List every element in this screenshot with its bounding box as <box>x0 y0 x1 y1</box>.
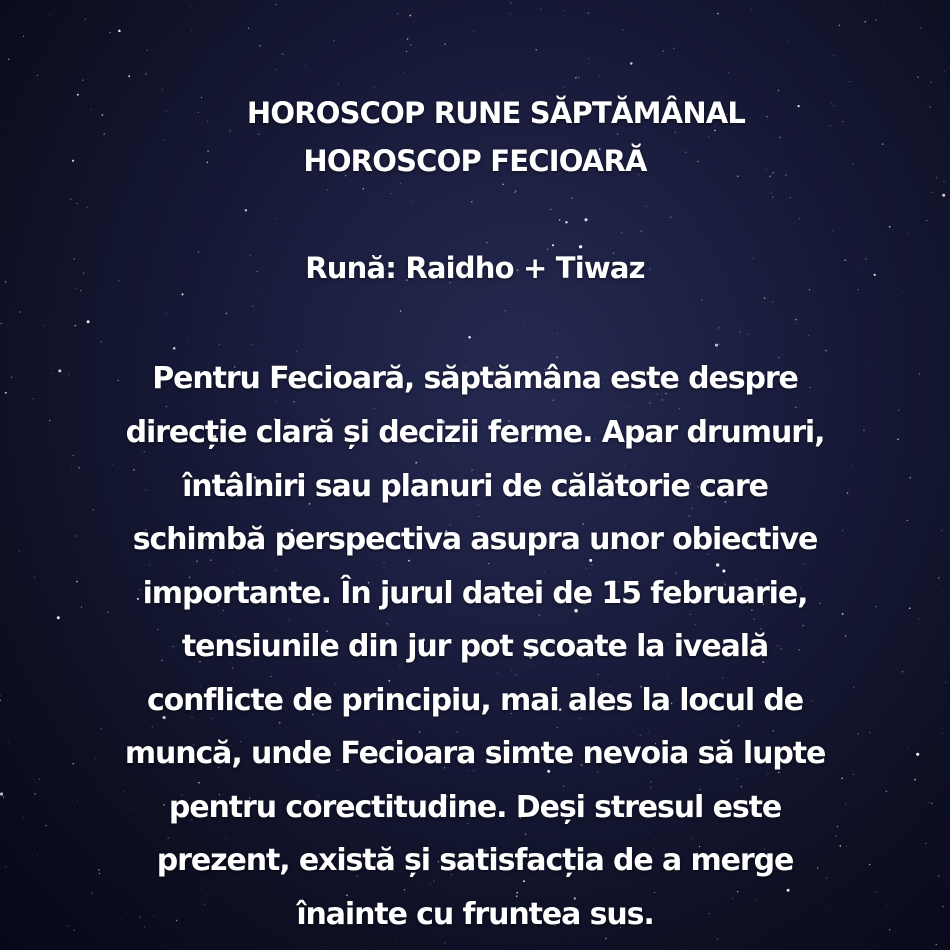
title-line-2: HOROSCOP FECIOARĂ <box>303 144 647 178</box>
body-line: prezent, există și satisfacția de a merge <box>156 843 794 878</box>
rune-line: Rună: Raidho + Tiwaz <box>305 251 645 285</box>
body-line: înainte cu fruntea sus. <box>296 897 654 932</box>
body-line: întâlniri sau planuri de călătorie care <box>182 469 768 504</box>
body-line: importante. În jurul datei de 15 februarie, <box>142 576 808 611</box>
body-line: direcție clară și decizii ferme. Apar drumuri, <box>125 415 825 450</box>
body-line: schimbă perspectiva asupra unor obiective <box>132 522 818 557</box>
body-line: tensiunile din jur pot scoate la iveală <box>181 629 769 664</box>
body-line: muncă, unde Fecioara simte nevoia să lupte <box>124 736 826 771</box>
body-line: pentru corectitudine. Deși stresul este <box>168 790 782 825</box>
body-line: conflicte de principiu, mai ales la locul de <box>146 683 804 718</box>
title-line-1: HOROSCOP RUNE SĂPTĂMÂNAL <box>246 96 746 130</box>
body-line: Pentru Fecioară, săptămâna este despre <box>152 361 798 396</box>
